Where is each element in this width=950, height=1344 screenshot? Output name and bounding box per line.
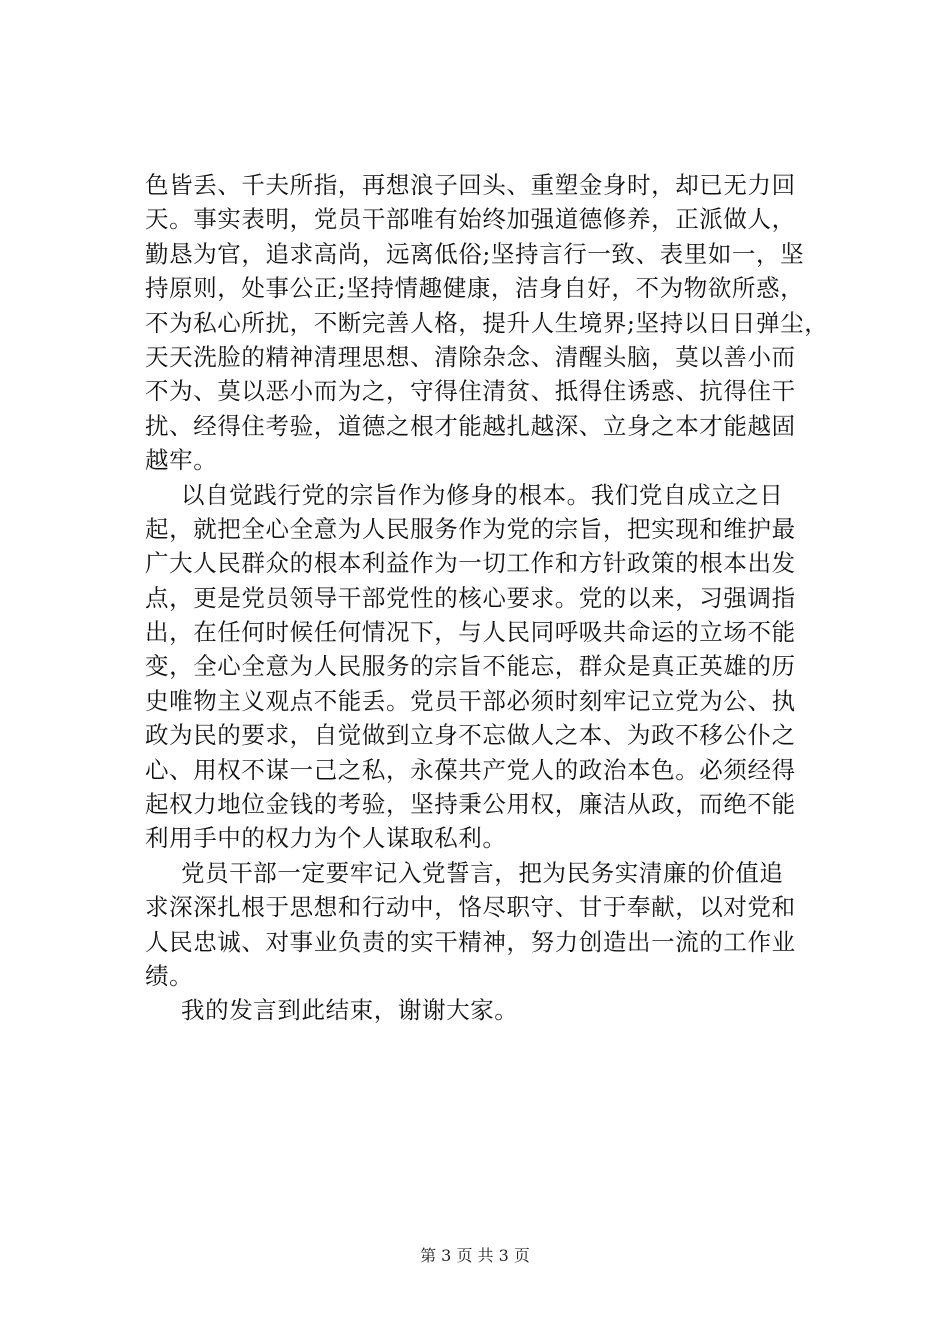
text-line: 色皆丢、千夫所指，再想浪子回头、重塑金身时，却已无力回 <box>145 171 796 199</box>
text-line: 史唯物主义观点不能丢。党员干部必须时刻牢记立党为公、执 <box>145 686 796 715</box>
text-line: 扰、经得住考验，道德之根才能越扎越深、立身之本才能越固 <box>145 411 796 440</box>
page-number-footer: 第 3 页 共 3 页 <box>420 1246 530 1265</box>
text-line: 持原则，处事公正;坚持情趣健康，洁身自好，不为物欲所惑， <box>145 274 805 303</box>
paragraph-first-line: 以自觉践行党的宗旨作为修身的根本。我们党自成立之日 <box>181 480 784 509</box>
text-line: 广大人民群众的根本利益作为一切工作和方针政策的根本出发 <box>145 549 796 578</box>
text-line: 点，更是党员领导干部党性的核心要求。党的以来，习强调指 <box>145 583 796 612</box>
text-line: 绩。 <box>145 961 194 990</box>
text-line: 越牢。 <box>145 446 218 475</box>
text-line: 起，就把全心全意为人民服务作为党的宗旨，把实现和维护最 <box>145 514 796 543</box>
text-line: 变，全心全意为人民服务的宗旨不能忘，群众是真正英雄的历 <box>145 652 796 681</box>
text-line: 利用手中的权力为个人谋取私利。 <box>145 824 507 853</box>
document-body <box>145 168 835 1028</box>
text-line: 人民忠诚、对事业负责的实干精神，努力创造出一流的工作业 <box>145 927 796 956</box>
text-line: 天。事实表明，党员干部唯有始终加强道德修养，正派做人， <box>145 205 796 234</box>
text-line: 起权力地位金钱的考验，坚持秉公用权，廉洁从政，而绝不能 <box>145 790 796 819</box>
text-line: 出，在任何时候任何情况下，与人民同呼吸共命运的立场不能 <box>145 618 796 647</box>
text-line: 天天洗脸的精神清理思想、清除杂念、清醒头脑，莫以善小而 <box>145 342 796 371</box>
paragraph-first-line: 党员干部一定要牢记入党誓言，把为民务实清廉的价值追 <box>181 858 784 887</box>
text-line: 不为、莫以恶小而为之，守得住清贫、抵得住诱惑、抗得住干 <box>145 377 796 406</box>
text-line: 不为私心所扰，不断完善人格，提升人生境界;坚持以日日弹尘， <box>145 308 829 337</box>
closing-line: 我的发言到此结束，谢谢大家。 <box>181 996 519 1025</box>
text-line: 政为民的要求，自觉做到立身不忘做人之本、为政不移公仆之 <box>145 721 796 750</box>
text-line: 求深深扎根于思想和行动中，恪尽职守、甘于奉献，以对党和 <box>145 893 796 922</box>
text-line: 心、用权不谋一己之私，永葆共产党人的政治本色。必须经得 <box>145 755 796 784</box>
text-line: 勤恳为官，追求高尚，远离低俗;坚持言行一致、表里如一，坚 <box>145 239 805 268</box>
